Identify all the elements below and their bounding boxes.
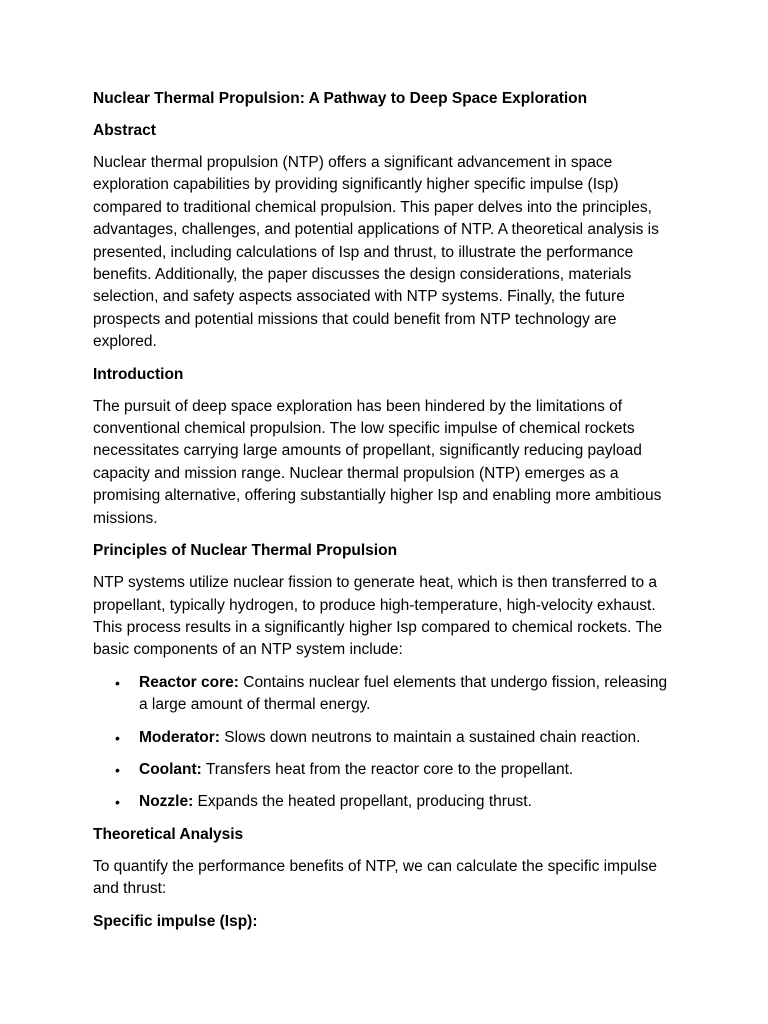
- list-item-text: Transfers heat from the reactor core to the propellant.: [201, 760, 574, 778]
- abstract-heading: Abstract: [93, 122, 156, 139]
- list-item-text: Slows down neutrons to maintain a sustained chain reaction.: [219, 728, 641, 746]
- theoretical-analysis-heading: Theoretical Analysis: [93, 825, 244, 843]
- document-title: Nuclear Thermal Propulsion: A Pathway to Deep Space Exploration: [93, 90, 588, 107]
- specific-impulse-subheading: Specific impulse (Isp):: [93, 912, 258, 930]
- components-list: [93, 672, 678, 814]
- bullet-icon: •: [115, 761, 120, 778]
- list-item-text: Expands the heated propellant, producing thrust.: [193, 793, 532, 811]
- abstract-paragraph: Nuclear thermal propulsion (NTP) offers a significant advancement in space exploration capabilities by providing significantly higher specific impulse (Isp) compared to traditional chemical propulsion. This paper delves into the principles, advantages, challenges, and potential applications of NTP. A theoretical analysis is presented, including calculations of Isp and thrust, to illustrate the performance benefits. Additionally, the paper discusses the design considerations, materials selection, and safety aspects associated with NTP systems. Finally, the future prospects and potential missions that could benefit from NTP technology are explored.: [93, 154, 659, 351]
- list-item-moderator: [115, 727, 678, 749]
- list-item-nozzle: [115, 791, 678, 813]
- principles-heading: Principles of Nuclear Thermal Propulsion: [93, 542, 398, 560]
- list-item-term: Reactor core:: [139, 673, 239, 691]
- bullet-icon: •: [115, 794, 120, 811]
- introduction-heading: Introduction: [93, 365, 184, 383]
- theoretical-analysis-paragraph: To quantify the performance benefits of NTP, we can calculate the specific impulse and thrust:: [93, 857, 658, 898]
- list-item-term: Nozzle:: [139, 793, 194, 811]
- list-item-reactor-core: [115, 672, 678, 717]
- introduction-paragraph: The pursuit of deep space exploration has been hindered by the limitations of conventional chemical propulsion. The low specific impulse of chemical rockets necessitates carrying large amounts of propellant, significantly reducing payload capacity and mission range. Nuclear thermal propulsion (NTP) emerges as a promising alternative, offering substantially higher Isp and enabling more ambitious missions.: [93, 397, 662, 527]
- list-item-term: Coolant:: [139, 760, 202, 778]
- principles-paragraph: NTP systems utilize nuclear fission to generate heat, which is then transferred to a propellant, typically hydrogen, to produce high-temperature, high-velocity exhaust. This process results in a significantly higher Isp compared to chemical rockets. The basic components of an NTP system include:: [93, 574, 663, 659]
- bullet-icon: •: [115, 729, 120, 746]
- list-item-term: Moderator:: [139, 728, 220, 746]
- list-item-text: Contains nuclear fuel elements that undergo fission, releasing a large amount of thermal energy.: [139, 673, 668, 714]
- bullet-icon: •: [115, 674, 120, 691]
- list-item-coolant: [115, 759, 678, 781]
